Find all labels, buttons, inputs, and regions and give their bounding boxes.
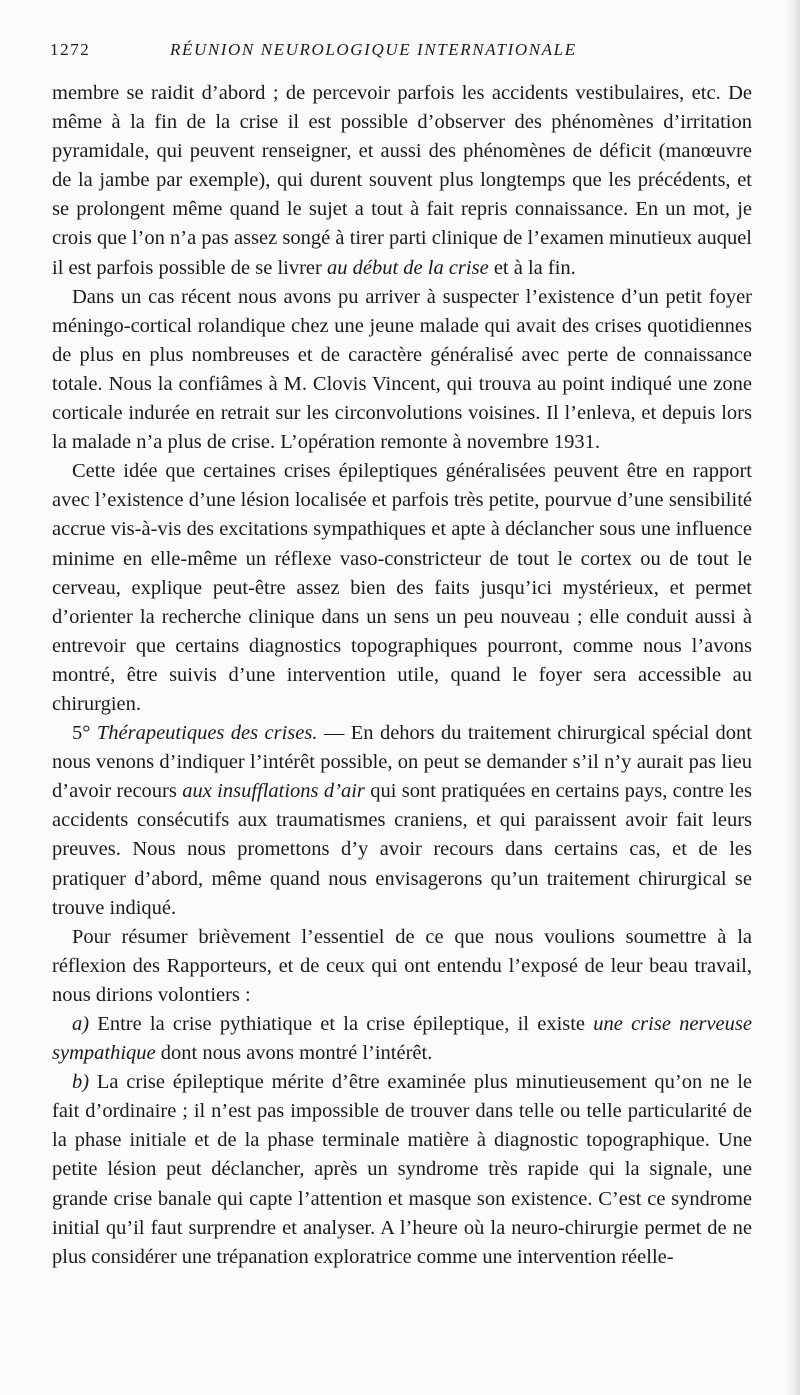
- list-marker: b): [72, 1071, 90, 1094]
- paragraph: Dans un cas récent nous avons pu arriver à suspecter l’existence d’un petit foyer méningo-cortical rolandique chez une jeune malade qui avait des crises quotidiennes de plus en plus nombreuses et de caractère généralisé avec perte de connaissance totale. Nous la confiâmes à M. Clovis Vincent, qui trouva au point indiqué une zone corticale indurée en retrait sur les circonvolutions voisines. Il l’enleva, et depuis lors la malade n’a plus de crise. L’opération remonte à novembre 1931.: [52, 285, 752, 454]
- text-run: dont nous avons montré l’intérêt.: [155, 1042, 433, 1065]
- section-number: 5°: [72, 722, 97, 745]
- text-run: et à la fin.: [488, 256, 576, 279]
- running-head-title: RÉUNION NEUROLOGIQUE INTERNATIONALE: [170, 40, 577, 59]
- paragraph: Pour résumer brièvement l’essentiel de ce que nous voulions soumettre à la réflexion des Rapporteurs, et de ceux qui ont entendu l’exposé de leur beau travail, nous dirions volontiers :: [52, 925, 752, 1006]
- paragraph: [52, 1010, 752, 1068]
- paragraph: [52, 79, 752, 283]
- section-heading: Thérapeutiques des crises.: [96, 722, 318, 745]
- italic-run: aux insufflations d’air: [182, 780, 365, 803]
- text-run: Entre la crise pythiatique et la crise épileptique, il existe: [89, 1013, 594, 1035]
- text-run: qui sont pratiquées en certains pays, contre les accidents consécutifs aux traumatismes craniens, et qui paraissent avoir fait leurs preuves. Nous nous promettons d’y avoir recours dans certains cas, et de les pratiquer d’abord, même quand nous envisagerons qu’un traitement chirurgical se trouve indiqué.: [52, 780, 753, 919]
- page-edge-shadow: [786, 0, 800, 1395]
- list-marker: a): [72, 1013, 90, 1035]
- running-head: [50, 40, 750, 70]
- text-run: membre se raidit d’abord ; de percevoir parfois les accidents vestibulaires, etc. De même à la fin de la crise il est possible d’observer des phénomènes d’irritation pyramidale, qui peuvent renseigner, et aussi des phénomènes de déficit (manœuvre de la jambe par exemple), qui durent souvent plus longtemps que les précédents, et se prolongent même quand le sujet a tout à fait repris connaissance. En un mot, je crois que l’on n’a pas assez songé à tirer parti clinique de l’examen minutieux auquel il est parfois possible de se livrer: [52, 82, 752, 279]
- italic-run: au début de la crise: [326, 256, 489, 279]
- paragraph: Cette idée que certaines crises épileptiques généralisées peuvent être en rapport avec l’existence d’une lésion localisée et parfois très petite, pourvue d’une sensibilité accrue vis-à-vis des excitations sympathiques et apte à déclancher sous une influence minime en elle-même un réflexe vaso-constricteur de tout le cortex ou de tout le cerveau, explique peut-être assez bien des faits jusqu’ici mystérieux, et permet d’orienter la recherche clinique dans un sens un peu nouveau ; elle conduit aussi à entrevoir que certains diagnostics topographiques pourront, comme nous l’avons montré, être suivis d’une intervention utile, quand le foyer sera accessible au chirurgien.: [52, 460, 752, 715]
- text-run: La crise épileptique mérite d’être examinée plus minutieusement qu’on ne le fait d’ordinaire ; il n’est pas impossible de trouver dans telle ou telle particularité de la phase initiale et de la phase terminale matière à diagnostic topographique. Une petite lésion peut déclancher, après un syndrome très rapide qui la signale, une grande crise banale qui capte l’attention et masque son existence. C’est ce syndrome initial qu’il faut surprendre et analyser. A l’heure où la neuro-chirurgie permet de ne plus considérer une trépanation exploratrice comme une intervention réelle-: [52, 1071, 752, 1268]
- body-text: [52, 79, 752, 1272]
- italic-run: une crise nerveuse sympathique: [52, 1013, 752, 1065]
- page-number: 1272: [50, 40, 91, 59]
- paragraph: [52, 719, 752, 923]
- text-run: — En dehors du traitement chirurgical spécial dont nous venons d’indiquer l’intérêt possible, on peut se demander s’il n’y aurait pas lieu d’avoir recours: [52, 722, 752, 803]
- paragraph: [52, 1068, 752, 1272]
